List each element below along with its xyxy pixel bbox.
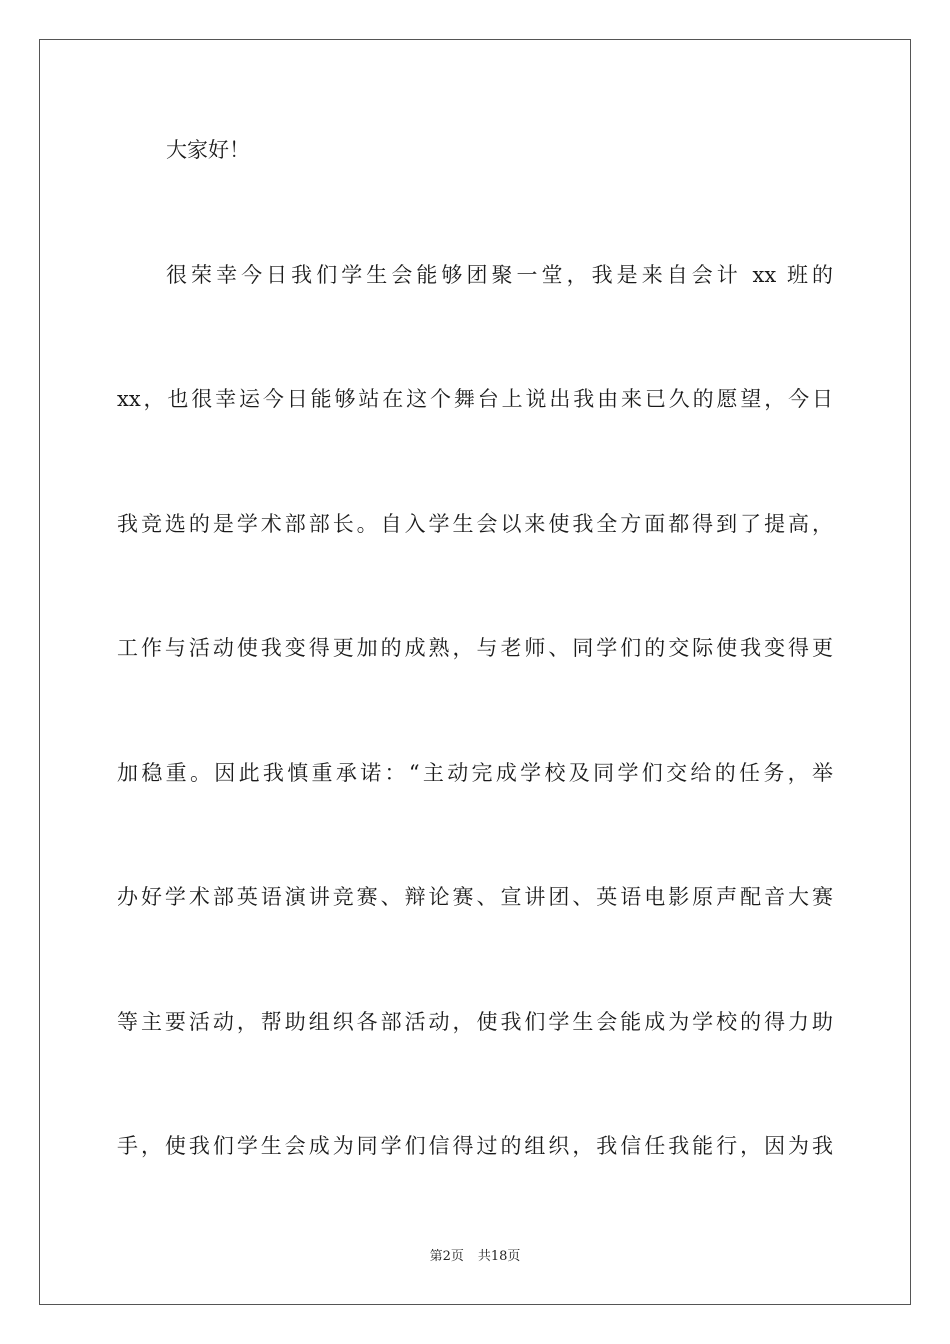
paragraph-line-6: 办好学术部英语演讲竞赛、辩论赛、宣讲团、英语电影原声配音大赛: [117, 885, 833, 909]
paragraph-line-8: 手，使我们学生会成为同学们信得过的组织，我信任我能行，因为我: [117, 1134, 833, 1158]
page-border: [39, 39, 911, 1305]
paragraph-line-1: 很荣幸今日我们学生会能够团聚一堂，我是来自会计 xx 班的: [166, 263, 833, 287]
paragraph-line-2: xx，也很幸运今日能够站在这个舞台上说出我由来已久的愿望，今日: [117, 387, 833, 411]
page-number: 第2页: [429, 1249, 464, 1264]
paragraph-line-7: 等主要活动，帮助组织各部活动，使我们学生会能成为学校的得力助: [117, 1010, 833, 1034]
paragraph-line-3: 我竞选的是学术部部长。自入学生会以来使我全方面都得到了提高，: [117, 512, 833, 536]
paragraph-line-5: 加稳重。因此我慎重承诺：“主动完成学校及同学们交给的任务，举: [117, 761, 833, 785]
page-footer: [0, 1248, 950, 1266]
greeting-text: 大家好！: [166, 138, 250, 162]
paragraph-line-4: 工作与活动使我变得更加的成熟，与老师、同学们的交际使我变得更: [117, 636, 833, 660]
page-total: 共18页: [477, 1249, 521, 1264]
